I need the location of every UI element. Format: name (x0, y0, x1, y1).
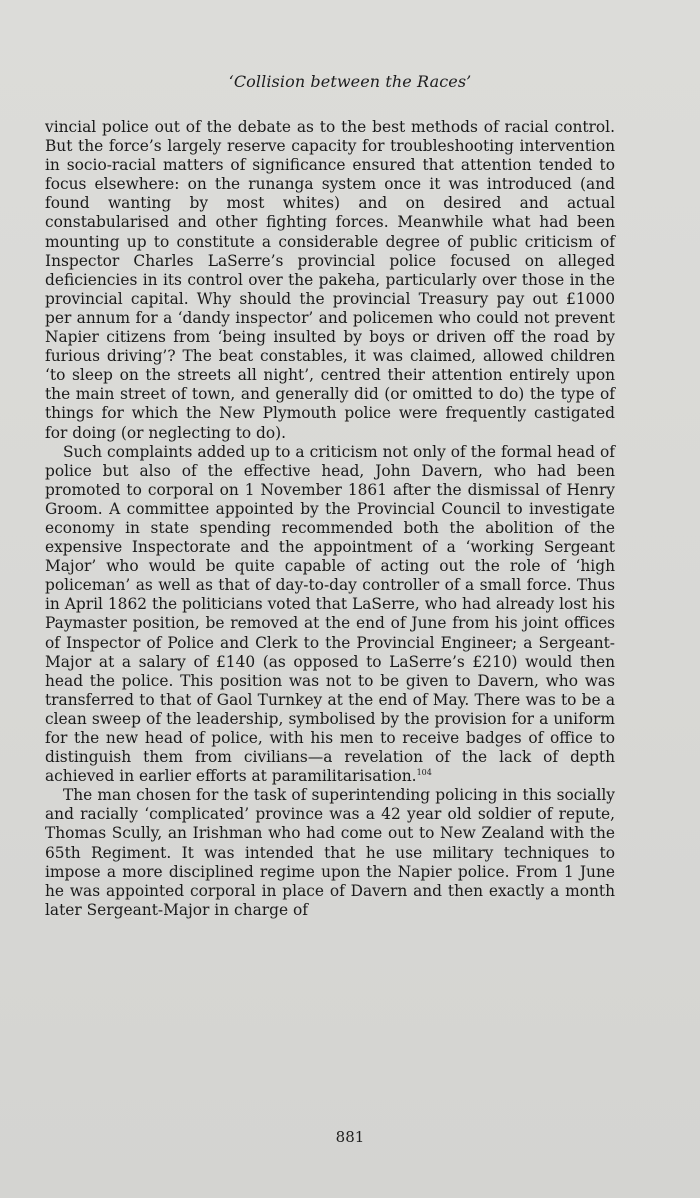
paragraph-3 (45, 786, 615, 920)
paragraph-2 (45, 443, 615, 787)
footnote-marker-104[interactable]: 104 (416, 768, 432, 778)
paragraph-1 (45, 118, 615, 443)
body-text (45, 118, 615, 920)
paragraph-2-text: Such complaints added up to a criticism not only of the formal head of police but also of the effective head, John Davern, who had been promoted to corporal on 1 November 1861 after the dismissal of Henry Groom. A committee appointed by the Provincial Council to investigate economy in state spending recommended both the abolition of the expensive Inspectorate and the appointment of a ‘working Sergeant Major’ who would be quite capable of acting out the role of ‘high policeman’ as well as that of day-to-day controller of a small force. Thus in April 1862 the politicians voted that LaSerre, who had already lost his Paymaster position, be removed at the end of June from his joint offices of Inspector of Police and Clerk to the Provincial Engineer; a Sergeant-Major at a salary of £140 (as opposed to LaSerre’s £210) would then head the police. This position was not to be given to Davern, who was transferred to that of Gaol Turnkey at the end of May. There was to be a clean sweep of the leadership, symbolised by the provision for a uniform for the new head of police, with his men to receive badges of office to distinguish them from civilians—a revelation of the lack of depth achieved in earlier efforts at paramilitarisation. (45, 442, 615, 786)
paragraph-3-text: The man chosen for the task of superintending policing in this socially and racially ‘complicated’ province was a 42 year old soldier of repute, Thomas Scully, an Irishman who had come out to New Zealand with the 65th Regiment. It was intended that he use military techniques to impose a more disciplined regime upon the Napier police. From 1 June he was appointed corporal in place of Davern and then exactly a month later Sergeant-Major in charge of (45, 786, 615, 919)
page-number: 881 (335, 1128, 365, 1146)
paragraph-1-text: vincial police out of the debate as to the best methods of racial control. But the force’s largely reserve capacity for troubleshooting intervention in socio-racial matters of significance ensured that attention tended to focus elsewhere: on the runanga system once it was introduced (and found wanting by most whites) and on desired and actual constabularised and other fighting forces. Meanwhile what had been mounting up to constitute a considerable degree of public criticism of Inspector Charles LaSerre’s provincial police focused on alleged deficiencies in its control over the pakeha, particularly over those in the provincial capital. Why should the provincial Treasury pay out £1000 per annum for a ‘dandy inspector’ and policemen who could not prevent Napier citizens from ‘being insulted by boys or driven off the road by furious driving’? The beat constables, it was claimed, allowed children ‘to sleep on the streets all night’, centred their attention entirely upon the main street of town, and generally did (or omitted to do) the type of things for which the New Plymouth police were frequently castigated for doing (or neglecting to do). (45, 118, 615, 442)
running-head: ‘Collision between the Races’ (228, 72, 472, 91)
